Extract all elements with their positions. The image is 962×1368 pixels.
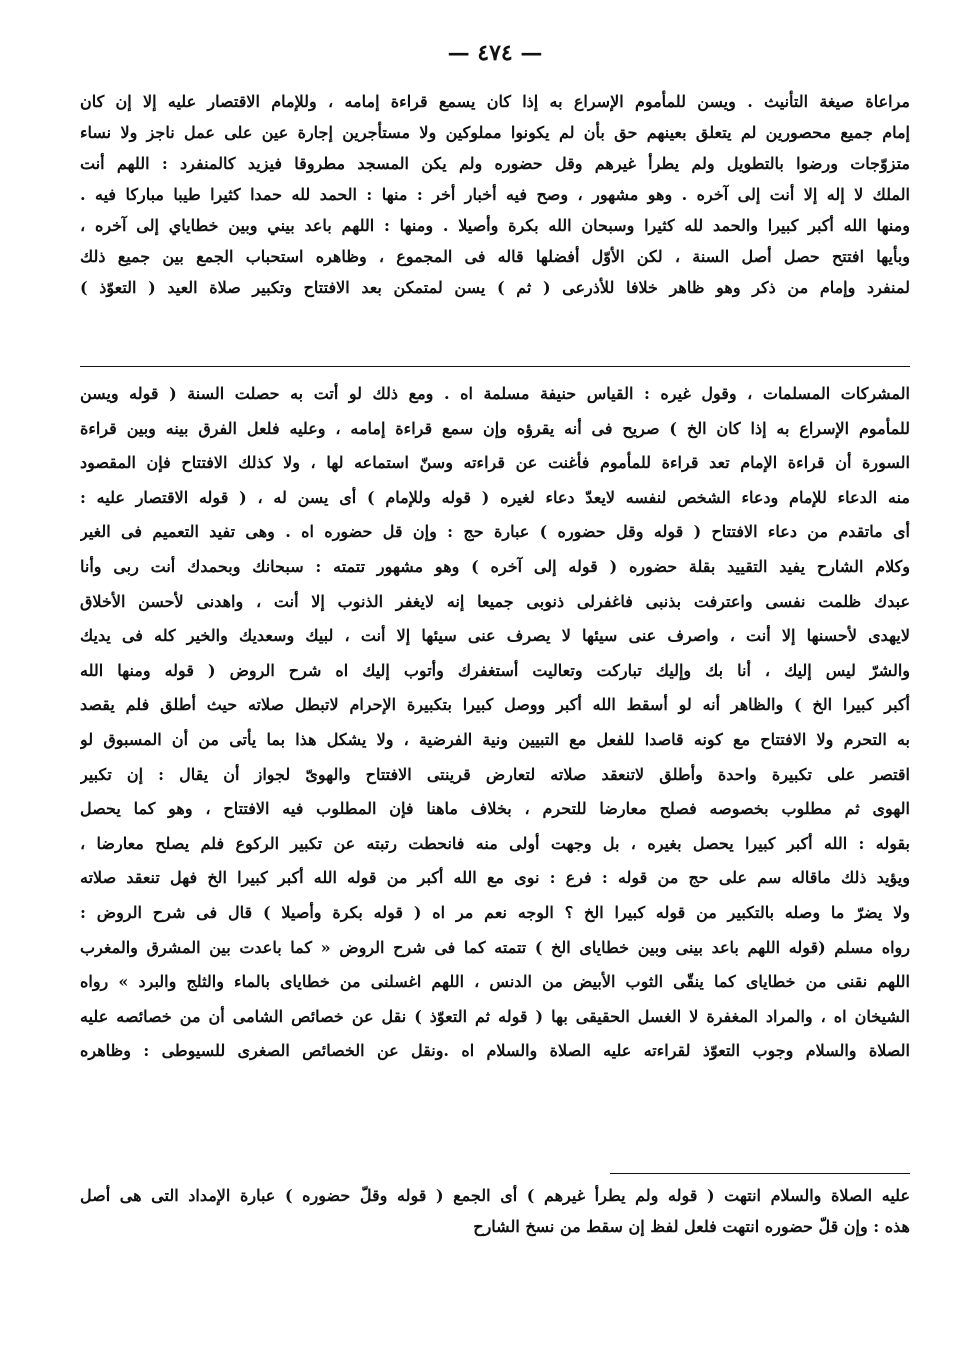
- document-page: [80, 40, 910, 1340]
- gloss-line: بقوله : الله أكبر كبيرا يحصل بغيره ، بل وجهت أولى منه فانحطت رتبته عن تكبير الركوع فلم يصلح معارضا ،: [80, 833, 910, 853]
- gloss-line: اقتصر على تكبيرة واحدة وأطلق لاتنعقد صلاته لتعارض قرينتى الافتتاح والهوىّ لجواز أن يقال : إن تكبير: [80, 764, 910, 784]
- gloss-line: أى ماتقدم من دعاء الافتتاح ( قوله وقل حضوره ) عبارة حج : وإن قل حضوره اه . وهى تفيد التعميم فى الغير: [80, 522, 910, 542]
- main-text-line: وبأيها افتتح حصل أصل السنة ، لكن الأوّل أفضلها قاله فى المجموع ، وظاهره استحباب الجمع بين جميع ذلك: [80, 247, 910, 266]
- gloss-line: منه الدعاء للإمام ودعاء الشخص لنفسه لايعدّ دعاء لغيره ( قوله وللإمام ) أى يسن له ، ( قوله الاقتصار عليه :: [80, 487, 910, 507]
- gloss-line: الهوى ثم مطلوب بخصوصه فصلح معارضا للتحرم ، بخلاف ماهنا فإن المطلوب فيه الافتتاح ، وهو كما يحصل: [80, 799, 910, 819]
- gloss-line: الصلاة والسلام وجوب التعوّذ لقراءته عليه الصلاة والسلام اه .ونقل عن الخصائص الصغرى للسيوطى : وظاهره: [80, 1041, 910, 1061]
- main-text-line: مراعاة صيغة التأنيث . ويسن للمأموم الإسراع به إذا كان يسمع قراءة إمامه ، وللإمام الاقتصار عليه إلا إن كان: [80, 92, 910, 111]
- main-text-line: إمام جميع محصورين لم يتعلق بعينهم حق بأن لم يكونوا مملوكين ولا مستأجرين إجارة عين على عمل ناجز ولا نساء: [80, 123, 910, 142]
- main-text-line: الملك لا إله إلا أنت إلى آخره . وهو مشهور ، وصح فيه أخبار أخر : منها : الحمد لله حمدا كثيرا طيبا مباركا فيه .: [80, 185, 910, 204]
- gloss-line: وكلام الشارح يفيد التقييد بقلة حضوره ( قوله إلى آخره ) وهو مشهور تتمته : سبحانك وبحمدك أنت ربى وأنا: [80, 556, 910, 576]
- main-text-line: ومنها الله أكبر كبيرا والحمد لله كثيرا وسبحان الله بكرة وأصيلا . ومنها : اللهم باعد بيني وبين خطاياي إلى آخره ،: [80, 216, 910, 235]
- footnote-line: هذه : وإن قلّ حضوره انتهت فلعل لفظ إن سقط من نسخ الشارح: [473, 1217, 910, 1236]
- main-text: [80, 86, 910, 303]
- gloss-line: عبدك ظلمت نفسى واعترفت بذنبى فاغفرلى ذنوبى جميعا إنه لايغفر الذنوب إلا أنت ، واهدنى لأحسن الأخلاق: [80, 591, 910, 611]
- main-text-line: متزوّجات ورضوا بالتطويل ولم يطرأ غيرهم وقل حضوره ولم يكن المسجد مطروقا فيزيد كالمنفرد : اللهم أنت: [80, 154, 910, 173]
- section-divider: [80, 366, 910, 367]
- page-number: — ٤٧٤ —: [447, 40, 543, 66]
- gloss-line: ويؤيد ذلك ماقاله سم على حج من قوله : فرع : نوى مع الله أكبر من قوله الله أكبر كبيرا الخ فهل تنعقد صلاته: [80, 868, 910, 888]
- gloss-line: للمأموم الإسراع به إذا كان الخ ) صريح فى أنه يقرؤه وإن سمع قراءة إمامه ، وعليه فلعل الفرق بينه وبين قراءة: [80, 418, 910, 438]
- main-text-line: لمنفرد وإمام من ذكر وهو ظاهر خلافا للأذرعى ( ثم ) يسن لمتمكن بعد الافتتاح وتكبير صلاة العيد ( التعوّذ ): [80, 278, 910, 297]
- gloss-line: والشرّ ليس إليك ، أنا بك وإليك تباركت وتعاليت أستغفرك وأتوب إليك اه شرح الروض ( قوله ومنها الله: [80, 660, 910, 680]
- gloss-line: لايهدى لأحسنها إلا أنت ، واصرف عنى سيئها لا يصرف عنى سيئها إلا أنت ، لبيك وسعديك والخير كله فى يديك: [80, 626, 910, 646]
- footnote-text: [80, 1180, 910, 1242]
- gloss-commentary: [80, 377, 910, 1069]
- gloss-line: ولا يضرّ ما وصله بالتكبير من قوله كبيرا الخ ؟ الوجه نعم مر اه ( قوله بكرة وأصيلا ) قال فى شرح الروض :: [80, 902, 910, 922]
- gloss-line: اللهم نقنى من خطاياى كما ينقّى الثوب الأبيض من الدنس ، اللهم اغسلنى من خطاياى بالماء والثلج والبرد » رواه: [80, 972, 910, 992]
- footnote-line: عليه الصلاة والسلام انتهت ( قوله ولم يطرأ غيرهم ) أى الجمع ( قوله وقلّ حضوره ) عبارة الإمداد التى هى أصل: [80, 1186, 910, 1205]
- gloss-line: رواه مسلم (قوله اللهم باعد بينى وبين خطاياى الخ ) تتمته كما فى شرح الروض « كما باعدت بين المشرق والمغرب: [80, 937, 910, 957]
- gloss-line: الشيخان اه ، والمراد المغفرة لا الغسل الحقيقى بها ( قوله ثم التعوّذ ) نقل عن خصائص الشامى أن من خصائصه عليه: [80, 1006, 910, 1026]
- gloss-line: المشركات المسلمات ، وقول غيره : القياس حنيفة مسلمة اه . ومع ذلك لو أتت به حصلت السنة ( قوله ويسن: [80, 384, 910, 403]
- gloss-line: السورة أن قراءة الإمام تعد قراءة للمأموم فأغنت عن قراءته وسنّ استماعه لها ، ولا كذلك الافتتاح فإن المقصود: [80, 453, 910, 473]
- gloss-line: به التحرم ولا الافتتاح مع كونه قاصدا للفعل مع التبيين ونية الفرضية ، ولا يشكل هذا بما يأتى من أن المسبوق لو: [80, 729, 910, 749]
- footnote-divider: [610, 1173, 910, 1174]
- gloss-line: أكبر كبيرا الخ ) والظاهر أنه لو أسقط الله أكبر ووصل كبيرا بتكبيرة الإحرام لاتبطل صلاته حيث أطلق فلم يقصد: [80, 695, 910, 715]
